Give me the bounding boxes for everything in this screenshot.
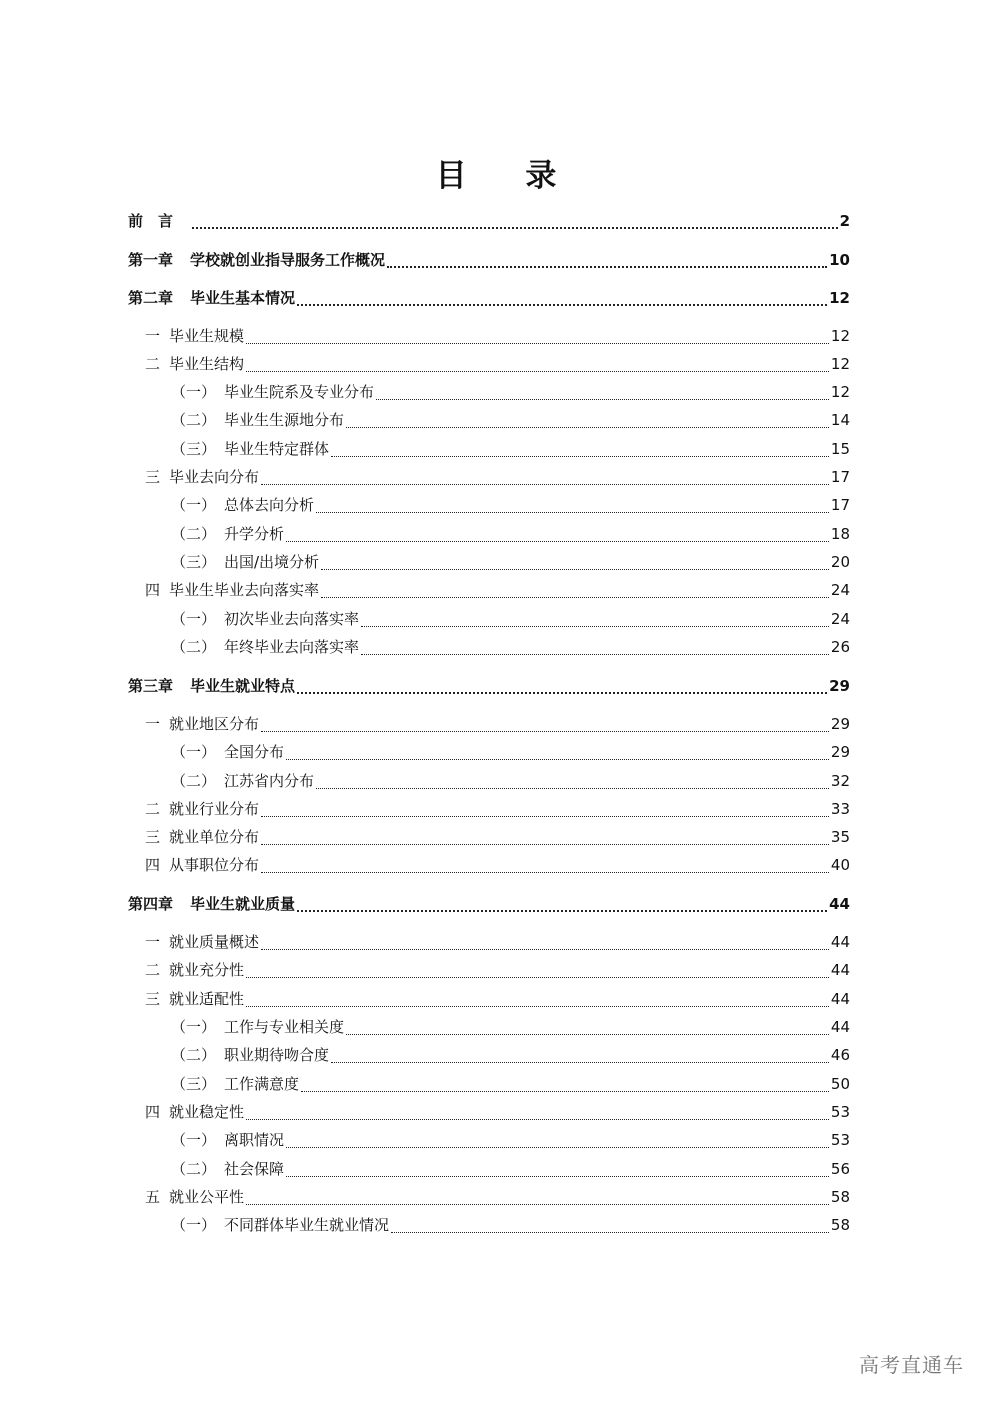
toc-entry-label <box>128 209 190 233</box>
toc-entry-title: 就业质量概述 <box>169 933 260 951</box>
dot-leader <box>376 399 829 400</box>
toc-entry-title: 年终毕业去向落实率 <box>224 638 360 656</box>
toc-entry-label <box>171 522 284 546</box>
toc-entry-label <box>128 892 295 916</box>
toc-entry-title: 出国/出境分析 <box>224 553 320 571</box>
toc-entry-page-number: 44 <box>830 990 850 1008</box>
toc-entry[interactable] <box>128 635 850 659</box>
toc-entry-label <box>145 352 244 376</box>
toc-entry-number: 第一章 <box>128 251 174 269</box>
toc-entry-number: 四 <box>145 856 161 874</box>
toc-entry[interactable] <box>128 493 850 517</box>
toc-entry-page-number: 44 <box>829 895 850 913</box>
toc-entry-number: （一） <box>171 1216 217 1234</box>
toc-entry-label <box>145 1100 244 1124</box>
toc-entry-number: （三） <box>171 440 217 458</box>
toc-entry-number: 三 <box>145 468 161 486</box>
toc-entry-title: 毕业生就业质量 <box>190 895 296 913</box>
toc-entry-page-number: 26 <box>830 638 850 656</box>
toc-entry-title: 就业充分性 <box>169 961 245 979</box>
toc-entry-page-number: 14 <box>830 411 850 429</box>
toc-entry-number: 三 <box>145 828 161 846</box>
toc-entry[interactable] <box>128 324 850 348</box>
toc-entry[interactable] <box>128 380 850 404</box>
dot-leader <box>261 844 829 845</box>
toc-entry-title: 毕业生就业特点 <box>190 677 296 695</box>
dot-leader <box>301 1091 829 1092</box>
dot-leader <box>286 1147 829 1148</box>
toc-entry-label <box>171 437 329 461</box>
toc-entry-label <box>128 286 295 310</box>
toc-entry[interactable] <box>128 797 850 821</box>
dot-leader <box>316 512 829 513</box>
toc-entry-title: 就业稳定性 <box>169 1103 245 1121</box>
toc-entry-page-number: 46 <box>830 1046 850 1064</box>
dot-leader <box>297 910 827 912</box>
toc-entry-title: 就业单位分布 <box>169 828 260 846</box>
dot-leader <box>321 597 829 598</box>
toc-entry-label <box>145 712 259 736</box>
dot-leader <box>246 1006 829 1007</box>
toc-entry-page-number: 17 <box>830 496 850 514</box>
dot-leader <box>331 1062 829 1063</box>
toc-entry-page-number: 29 <box>829 677 850 695</box>
toc-entry-label <box>145 324 244 348</box>
dot-leader <box>246 977 829 978</box>
toc-entry-label <box>171 1128 284 1152</box>
toc-entry[interactable] <box>128 1043 850 1067</box>
toc-entry-page-number: 53 <box>830 1103 850 1121</box>
toc-entry-label <box>145 958 244 982</box>
toc-entry-page-number: 44 <box>830 933 850 951</box>
toc-entry-number: （二） <box>171 638 217 656</box>
toc-entry-page-number: 35 <box>830 828 850 846</box>
toc-entry[interactable] <box>128 958 850 982</box>
toc-entry-number: （一） <box>171 610 217 628</box>
toc-entry[interactable] <box>128 522 850 546</box>
toc-entry-label <box>171 1213 389 1237</box>
dot-leader <box>246 371 829 372</box>
toc-entry[interactable] <box>128 1100 850 1124</box>
toc-entry-page-number: 24 <box>830 581 850 599</box>
toc-entry-label <box>171 550 319 574</box>
toc-entry-number: （一） <box>171 743 217 761</box>
toc-entry-number: （二） <box>171 1160 217 1178</box>
toc-entry-title: 学校就创业指导服务工作概况 <box>190 251 386 269</box>
toc-entry[interactable] <box>128 437 850 461</box>
dot-leader <box>391 1232 829 1233</box>
toc-entry-number: 第四章 <box>128 895 174 913</box>
toc-entry-title: 江苏省内分布 <box>224 772 315 790</box>
toc-entry[interactable] <box>128 930 850 954</box>
toc-entry-number: （二） <box>171 525 217 543</box>
dot-leader <box>261 872 829 873</box>
toc-entry-label <box>171 1157 284 1181</box>
toc-entry-label <box>145 465 259 489</box>
dot-leader <box>361 654 829 655</box>
toc-entry-title: 就业行业分布 <box>169 800 260 818</box>
toc-entry-label <box>171 408 344 432</box>
toc-entry-number: 二 <box>145 800 161 818</box>
dot-leader <box>246 1119 829 1120</box>
toc-entry-number: （三） <box>171 553 217 571</box>
toc-entry-title: 毕业生特定群体 <box>224 440 330 458</box>
toc-entry-label <box>171 1015 344 1039</box>
toc-entry-label <box>171 380 374 404</box>
toc-entry-number: 四 <box>145 1103 161 1121</box>
toc-entry[interactable] <box>128 352 850 376</box>
toc-entry-page-number: 12 <box>830 355 850 373</box>
toc-entry-page-number: 10 <box>829 251 850 269</box>
toc-entry-label <box>145 1185 244 1209</box>
toc-entry[interactable] <box>128 712 850 736</box>
toc-entry-number: （二） <box>171 1046 217 1064</box>
dot-leader <box>361 626 829 627</box>
toc-entry-title: 毕业生生源地分布 <box>224 411 345 429</box>
watermark: 高考直通车 <box>859 1353 964 1377</box>
toc-entry-page-number: 40 <box>830 856 850 874</box>
dot-leader <box>297 304 827 306</box>
toc-entry-page-number: 17 <box>830 468 850 486</box>
toc-entry[interactable] <box>128 674 850 698</box>
toc-entry-title: 职业期待吻合度 <box>224 1046 330 1064</box>
toc-entry[interactable] <box>128 1128 850 1152</box>
dot-leader <box>286 541 829 542</box>
toc-entry-label <box>171 607 359 631</box>
toc-entry-number: 一 <box>145 715 161 733</box>
toc-entry-label <box>145 578 319 602</box>
toc-entry-label <box>145 797 259 821</box>
toc-entry-page-number: 29 <box>830 743 850 761</box>
toc-entry[interactable] <box>128 1213 850 1237</box>
toc-entry[interactable] <box>128 248 850 272</box>
dot-leader <box>261 949 829 950</box>
toc-entry-number: 四 <box>145 581 161 599</box>
dot-leader <box>331 456 829 457</box>
toc-entry-label <box>171 493 314 517</box>
toc-entry-page-number: 12 <box>829 289 850 307</box>
dot-leader <box>261 731 829 732</box>
dot-leader <box>297 692 827 694</box>
toc-entry-title: 升学分析 <box>224 525 285 543</box>
toc-entry-number: 第三章 <box>128 677 174 695</box>
toc-entry[interactable] <box>128 1015 850 1039</box>
toc-entry-number: （二） <box>171 772 217 790</box>
toc-entry-page-number: 15 <box>830 440 850 458</box>
page-title: 目 录 <box>435 158 581 194</box>
toc-entry-number: 二 <box>145 961 161 979</box>
toc-entry-page-number: 29 <box>830 715 850 733</box>
toc-entry[interactable] <box>128 465 850 489</box>
toc-entry-number: （一） <box>171 383 217 401</box>
toc-entry-title: 不同群体毕业生就业情况 <box>224 1216 390 1234</box>
toc-entry-page-number: 20 <box>830 553 850 571</box>
toc-entry-number: 第二章 <box>128 289 174 307</box>
toc-entry-label <box>171 1072 299 1096</box>
toc-entry-title: 毕业生院系及专业分布 <box>224 383 375 401</box>
toc-entry[interactable] <box>128 853 850 877</box>
toc-entry[interactable] <box>128 740 850 764</box>
toc-entry[interactable] <box>128 1072 850 1096</box>
toc-entry-page-number: 56 <box>830 1160 850 1178</box>
toc-entry-title: 总体去向分析 <box>224 496 315 514</box>
toc-entry-title: 从事职位分布 <box>169 856 260 874</box>
toc-entry-title: 毕业生基本情况 <box>190 289 296 307</box>
toc-entry-page-number: 33 <box>830 800 850 818</box>
toc-entry-title: 初次毕业去向落实率 <box>224 610 360 628</box>
dot-leader <box>346 427 829 428</box>
toc-entry-label <box>145 853 259 877</box>
toc-entry-title: 就业适配性 <box>169 990 245 1008</box>
toc-entry-title: 工作与专业相关度 <box>224 1018 345 1036</box>
toc-entry-page-number: 18 <box>830 525 850 543</box>
toc-entry[interactable] <box>128 987 850 1011</box>
toc-entry-number: 一 <box>145 933 161 951</box>
toc-entry-label <box>171 1043 329 1067</box>
toc-entry-number: （一） <box>171 1018 217 1036</box>
toc-entry-page-number: 44 <box>830 1018 850 1036</box>
toc-entry-number: （三） <box>171 1075 217 1093</box>
toc-entry-page-number: 53 <box>830 1131 850 1149</box>
dot-leader <box>346 1034 829 1035</box>
dot-leader <box>387 266 827 268</box>
toc-entry-title: 毕业去向分布 <box>169 468 260 486</box>
toc-entry-page-number: 12 <box>830 383 850 401</box>
toc-entry-number: （一） <box>171 496 217 514</box>
toc-entry[interactable] <box>128 892 850 916</box>
toc-entry-page-number: 32 <box>830 772 850 790</box>
dot-leader <box>261 484 829 485</box>
toc-entry-label <box>128 674 295 698</box>
toc-entry-page-number: 12 <box>830 327 850 345</box>
toc-entry-title: 社会保障 <box>224 1160 285 1178</box>
toc-entry-number: 一 <box>145 327 161 345</box>
toc-entry[interactable] <box>128 578 850 602</box>
toc-entry-page-number: 44 <box>830 961 850 979</box>
toc-entry-label <box>145 987 244 1011</box>
toc-entry[interactable] <box>128 825 850 849</box>
dot-leader <box>246 343 829 344</box>
toc-entry-label <box>145 825 259 849</box>
dot-leader <box>316 788 829 789</box>
toc-entry[interactable] <box>128 1185 850 1209</box>
toc-entry-title: 离职情况 <box>224 1131 285 1149</box>
toc-entry-number: 二 <box>145 355 161 373</box>
toc-entry-label <box>171 740 284 764</box>
toc-entry-page-number: 24 <box>830 610 850 628</box>
dot-leader <box>321 569 829 570</box>
toc-entry-number: 五 <box>145 1188 161 1206</box>
toc-entry-label <box>145 930 259 954</box>
toc-entry-label <box>171 635 359 659</box>
toc-entry-number: （一） <box>171 1131 217 1149</box>
dot-leader <box>286 1176 829 1177</box>
toc-entry-title: 毕业生结构 <box>169 355 245 373</box>
toc-entry[interactable] <box>128 1157 850 1181</box>
dot-leader <box>246 1204 829 1205</box>
toc-entry-page-number: 50 <box>830 1075 850 1093</box>
toc-entry-label <box>128 248 385 272</box>
toc-entry-title: 全国分布 <box>224 743 285 761</box>
dot-leader <box>192 227 838 229</box>
toc-entry[interactable] <box>128 769 850 793</box>
toc-entry-page-number: 2 <box>839 212 850 230</box>
toc-entry-number: 三 <box>145 990 161 1008</box>
toc-entry-title: 就业地区分布 <box>169 715 260 733</box>
toc-entry-number: （二） <box>171 411 217 429</box>
toc-entry-page-number: 58 <box>830 1188 850 1206</box>
toc-entry[interactable] <box>128 209 850 233</box>
toc-entry-title: 工作满意度 <box>224 1075 300 1093</box>
toc-entry-title: 毕业生规模 <box>169 327 245 345</box>
toc-entry-label <box>171 769 314 793</box>
toc-entry-page-number: 58 <box>830 1216 850 1234</box>
toc-entry[interactable] <box>128 286 850 310</box>
toc-entry[interactable] <box>128 408 850 432</box>
toc-entry-title: 毕业生毕业去向落实率 <box>169 581 320 599</box>
toc-entry[interactable] <box>128 550 850 574</box>
dot-leader <box>286 759 829 760</box>
dot-leader <box>261 816 829 817</box>
toc-entry[interactable] <box>128 607 850 631</box>
toc-entry-title: 就业公平性 <box>169 1188 245 1206</box>
toc-entry-number: 前 言 <box>128 212 174 230</box>
